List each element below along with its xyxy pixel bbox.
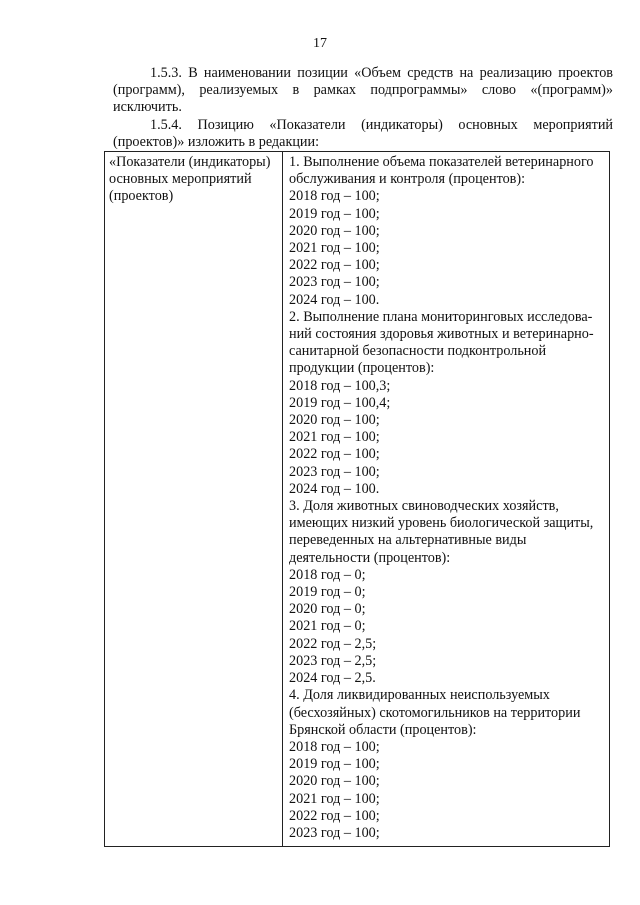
indicator-heading-line: деятельности (процентов):	[289, 549, 451, 566]
paragraph-1-5-4	[113, 117, 613, 151]
indicator-heading-line: Брянской области (процентов):	[289, 721, 477, 738]
indicator-year-value: 2019 год – 0;	[289, 584, 366, 601]
indicator-year-value: 2024 год – 2,5.	[289, 670, 376, 687]
table-left-cell: «Показатели (индикаторы) основных мероприятий (проектов)	[105, 152, 283, 846]
indicator-heading-line: имеющих низкий уровень биологической защиты,	[289, 515, 594, 532]
indicator-year-value: 2020 год – 100;	[289, 412, 380, 429]
indicator-heading-line: 1. Выполнение объема показателей ветеринарного	[289, 154, 594, 170]
indicator-year-value: 2023 год – 2,5;	[289, 652, 377, 669]
indicator-year-value: 2022 год – 2,5;	[289, 635, 377, 652]
indicator-heading-line: санитарной безопасности подконтрольной	[289, 343, 547, 360]
indicator-year-value: 2019 год – 100,4;	[289, 394, 391, 411]
indicator-year-value: 2021 год – 0;	[289, 618, 366, 635]
indicator-year-value: 2024 год – 100.	[289, 291, 380, 308]
indicator-block	[289, 309, 607, 498]
indicator-heading-line: переведенных на альтернативные виды	[289, 532, 527, 549]
indicator-heading-line: ний состояния здоровья животных и ветеринарно-	[289, 326, 594, 343]
indicator-year-value: 2018 год – 100;	[289, 188, 380, 205]
indicator-year-value: 2021 год – 100;	[289, 429, 380, 446]
paragraph-1-5-3-text: 1.5.3. В наименовании позиции «Объем средств на реализацию проектов (программ), реализуемых в рамках подпрограммы» слово «(программ)» исключить.	[113, 65, 613, 116]
page-number: 17	[313, 36, 327, 51]
indicator-year-value: 2020 год – 100;	[289, 773, 380, 790]
indicator-year-value: 2022 год – 100;	[289, 446, 380, 463]
indicators-table	[104, 151, 610, 847]
indicator-year-value: 2019 год – 100;	[289, 205, 380, 222]
indicator-year-value: 2020 год – 0;	[289, 601, 366, 618]
indicator-block	[289, 687, 607, 842]
indicator-year-value: 2018 год – 100,3;	[289, 377, 391, 394]
indicator-year-value: 2022 год – 100;	[289, 257, 380, 274]
indicator-year-value: 2019 год – 100;	[289, 756, 380, 773]
indicator-heading-line: (бесхозяйных) скотомогильников на территории	[289, 704, 581, 721]
indicator-year-value: 2023 год – 100;	[289, 274, 380, 291]
indicator-heading-line: 4. Доля ликвидированных неиспользуемых	[289, 687, 550, 704]
paragraph-1-5-4-text: 1.5.4. Позицию «Показатели (индикаторы) основных мероприятий (проектов)» изложить в редакции:	[113, 117, 613, 151]
table-right-cell	[287, 152, 607, 846]
indicator-year-value: 2023 год – 100;	[289, 824, 380, 841]
indicator-year-value: 2018 год – 0;	[289, 566, 366, 583]
indicator-heading-line: 3. Доля животных свиноводческих хозяйств,	[289, 498, 559, 515]
paragraph-1-5-3	[113, 65, 613, 117]
indicator-year-value: 2020 год – 100;	[289, 222, 380, 239]
indicator-heading-line: 2. Выполнение плана мониторинговых исследова-	[289, 308, 593, 325]
indicator-heading-line: продукции (процентов):	[289, 360, 435, 377]
indicator-year-value: 2021 год – 100;	[289, 240, 380, 257]
indicator-heading-line: обслуживания и контроля (процентов):	[289, 171, 526, 188]
indicator-year-value: 2021 год – 100;	[289, 790, 380, 807]
indicator-block	[289, 154, 607, 309]
indicator-year-value: 2024 год – 100.	[289, 480, 380, 497]
indicator-year-value: 2023 год – 100;	[289, 463, 380, 480]
indicator-year-value: 2022 год – 100;	[289, 807, 380, 824]
indicator-year-value: 2018 год – 100;	[289, 738, 380, 755]
indicator-block	[289, 498, 607, 687]
